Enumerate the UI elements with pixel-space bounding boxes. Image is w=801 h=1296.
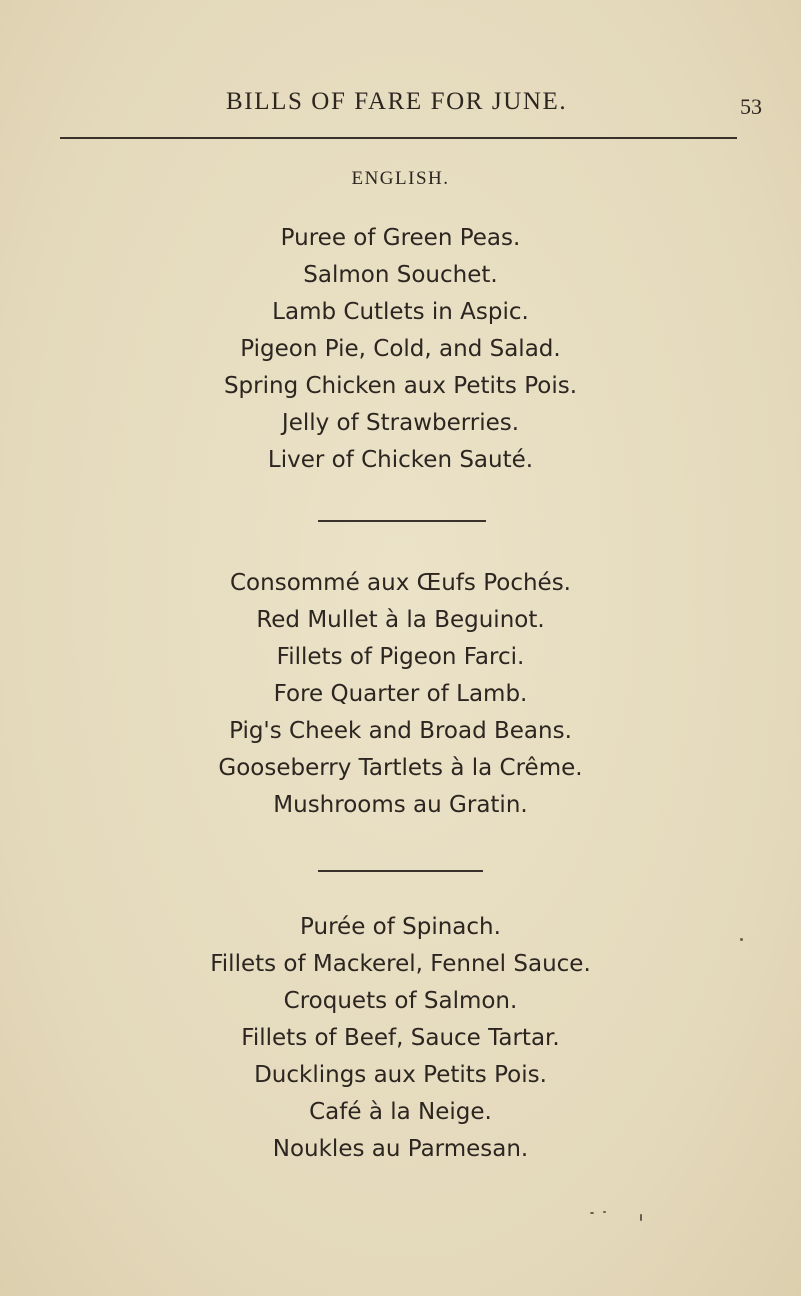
menu-item: Spring Chicken aux Petits Pois.	[223, 373, 578, 399]
menu-item: Liver of Chicken Sauté.	[267, 447, 534, 473]
menu-item: Pigeon Pie, Cold, and Salad.	[240, 336, 561, 362]
menu-item: Fore Quarter of Lamb.	[273, 681, 528, 707]
bill-of-fare-1	[0, 220, 801, 479]
menu-item: Lamb Cutlets in Aspic.	[272, 299, 529, 325]
menu-item: Gooseberry Tartlets à la Crême.	[218, 755, 583, 781]
bill-of-fare-2	[0, 565, 801, 824]
menu-item: Noukles au Parmesan.	[272, 1136, 529, 1162]
page-header	[0, 82, 801, 122]
menu-item: Mushrooms au Gratin.	[273, 792, 528, 818]
menu-item: Fillets of Mackerel, Fennel Sauce.	[210, 951, 591, 977]
running-title: BILLS OF FARE FOR JUNE.	[226, 88, 568, 115]
menu-item: Jelly of Strawberries.	[281, 410, 520, 436]
bill-of-fare-3	[0, 909, 801, 1168]
menu-item: Fillets of Pigeon Farci.	[276, 644, 525, 670]
menu-item: Purée of Spinach.	[300, 914, 501, 940]
menu-item: Puree of Green Peas.	[280, 225, 521, 251]
menu-item: Café à la Neige.	[309, 1099, 492, 1125]
section-divider	[318, 520, 486, 522]
page-number: 53	[740, 94, 762, 119]
paper-speck	[640, 1214, 642, 1221]
header-rule	[60, 137, 737, 139]
menu-item: Consommé aux Œufs Pochés.	[230, 570, 571, 596]
section-heading: ENGLISH.	[351, 168, 450, 189]
paper-speck	[740, 938, 743, 941]
menu-item: Salmon Souchet.	[303, 262, 498, 288]
menu-item: Croquets of Salmon.	[283, 988, 518, 1014]
paper-speck	[603, 1211, 606, 1213]
menu-item: Red Mullet à la Beguinot.	[256, 607, 545, 633]
paper-speck	[590, 1212, 594, 1214]
menu-item: Pig's Cheek and Broad Beans.	[229, 718, 572, 744]
section-divider	[318, 870, 483, 872]
menu-item: Ducklings aux Petits Pois.	[254, 1062, 547, 1088]
menu-item: Fillets of Beef, Sauce Tartar.	[241, 1025, 560, 1051]
